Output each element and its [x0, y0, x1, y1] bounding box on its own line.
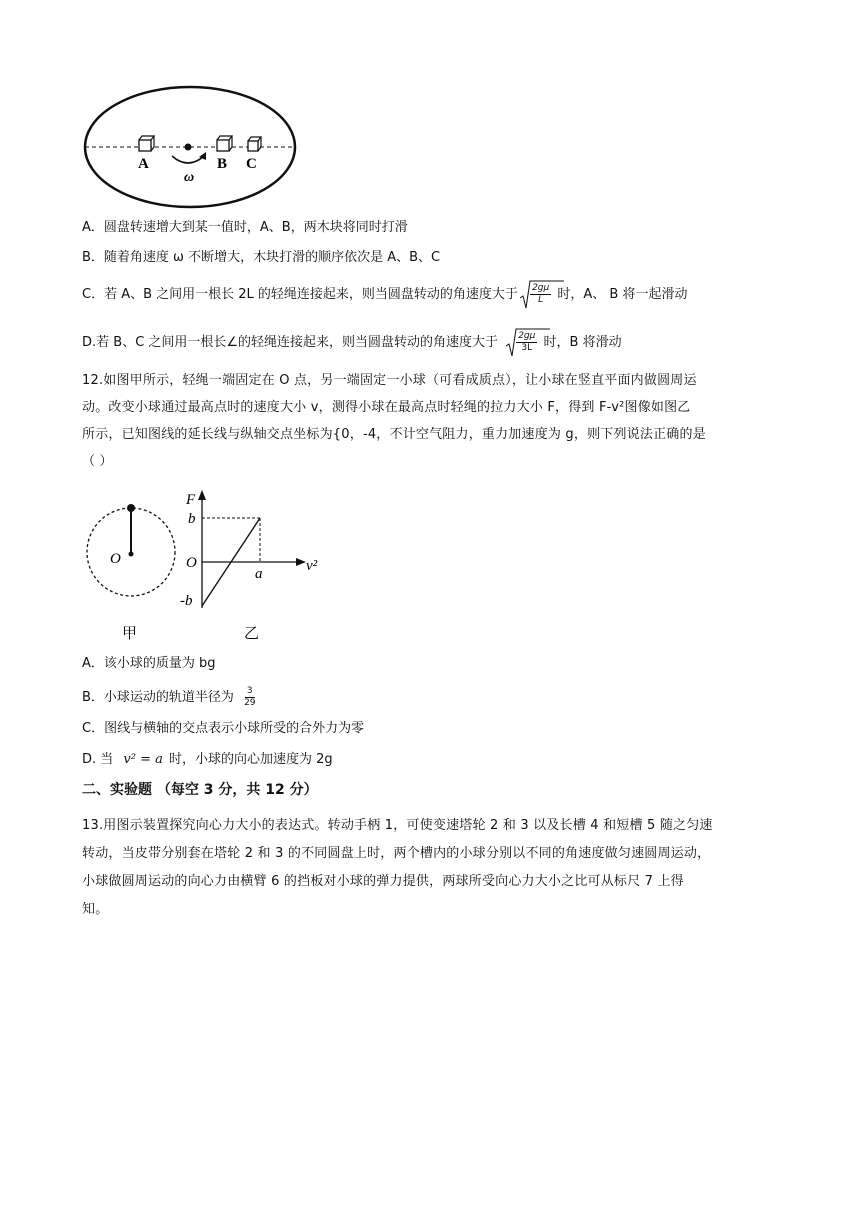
fraction-numerator: 2gμ [532, 283, 550, 293]
label-b: B [217, 156, 228, 172]
y-axis-arrowhead [198, 490, 206, 500]
q12-option-d-math: v² = a [123, 752, 163, 767]
caption-jia: 甲 [122, 624, 138, 642]
sqrt-expression [530, 283, 551, 306]
label-a: A [138, 156, 149, 172]
ball [127, 504, 135, 512]
disk-figure [80, 84, 300, 212]
fraction-denominator: 29 [244, 698, 256, 708]
q12-option-d-tail: 时，小球的向心加速度为 2g [169, 752, 333, 767]
tick-label-a: a [255, 566, 263, 582]
origin-label: O [186, 555, 197, 571]
axis-label-v2: v² [306, 558, 318, 574]
q11-option-c [82, 283, 687, 306]
q11-option-d [82, 331, 622, 354]
q12-option-b [82, 686, 258, 709]
sqrt-expression [516, 331, 537, 354]
q12-option-d [82, 750, 333, 770]
q12-option-b-text: B．小球运动的轨道半径为 [82, 690, 234, 705]
q11-option-a: A．圆盘转速增大到某一值时，A、B，两木块将同时打滑 [82, 220, 408, 235]
fraction [242, 686, 257, 709]
block-c [248, 137, 261, 151]
q11-option-c-tail: 时，A、 B 将一起滑动 [557, 287, 688, 302]
label-omega: ω [184, 170, 195, 185]
fraction-denominator: L [538, 295, 544, 305]
q13-line: 知。 [82, 902, 109, 917]
q11-option-c-text: C．若 A、B 之间用一根长 2L 的轻绳连接起来，则当圆盘转动的角速度大于 [82, 287, 518, 302]
axis-label-f: F [186, 492, 196, 508]
fraction-numerator: 2gμ [518, 331, 536, 341]
q13-line: 转动，当皮带分别套在塔轮 2 和 3 的不同圆盘上时，两个槽内的小球分别以不同的角速度做匀速圆周运动， [82, 846, 711, 861]
label-o: O [110, 551, 121, 567]
q12-stem-line: 动。改变小球通过最高点时的速度大小 v，测得小球在最高点时轻绳的拉力大小 F，得到 F-v²图像如图乙 [82, 400, 691, 415]
q12-stem [82, 367, 782, 475]
label-c: C [246, 156, 257, 172]
disk-center [185, 144, 192, 151]
q13-line: 小球做圆周运动的向心力由横臂 6 的挡板对小球的弹力提供，两球所受向心力大小之比可从标尺 7 上得 [82, 874, 684, 889]
q13-line: 13.用图示装置探究向心力大小的表达式。转动手柄 1，可使变速塔轮 2 和 3 以及长槽 4 和短槽 5 随之匀速 [82, 818, 713, 833]
caption-yi: 乙 [244, 624, 260, 642]
tick-label-b: b [188, 511, 196, 527]
q12-stem-line: 12.如图甲所示，轻绳一端固定在 O 点，另一端固定一小球（可看成质点），让小球在竖直平面内做圆周运 [82, 373, 697, 388]
q12-option-c: C．图线与横轴的交点表示小球所受的合外力为零 [82, 721, 365, 736]
tick-label-neg-b: -b [180, 593, 193, 609]
q12-option-a: A．该小球的质量为 bg [82, 656, 216, 671]
q11-option-b: B．随着角速度 ω 不断增大，木块打滑的顺序依次是 A、B、C [82, 250, 441, 265]
q13-text [82, 812, 782, 924]
q12-stem-line: 所示，已知图线的延长线与纵轴交点坐标为{0，-4，不计空气阻力，重力加速度为 g，则下列说法正确的是 [82, 427, 706, 442]
q12-option-d-text: D. 当 [82, 752, 114, 767]
pivot-point [129, 552, 134, 557]
block-a [139, 136, 154, 151]
section-heading: 二、实验题 （每空 3 分，共 12 分） [82, 782, 318, 798]
x-axis-arrowhead [296, 558, 306, 566]
fraction-numerator: 3 [246, 686, 253, 696]
figure-jia [84, 492, 184, 642]
q11-option-d-text: D.若 B、C 之间用一根长∠的轻绳连接起来，则当圆盘转动的角速度大于 [82, 335, 499, 350]
q12-stem-line: （ ） [82, 454, 113, 469]
figure-yi [176, 488, 326, 644]
q11-option-d-tail: 时，B 将滑动 [543, 335, 622, 350]
fraction-denominator: 3L [521, 343, 533, 353]
block-b [217, 136, 232, 151]
